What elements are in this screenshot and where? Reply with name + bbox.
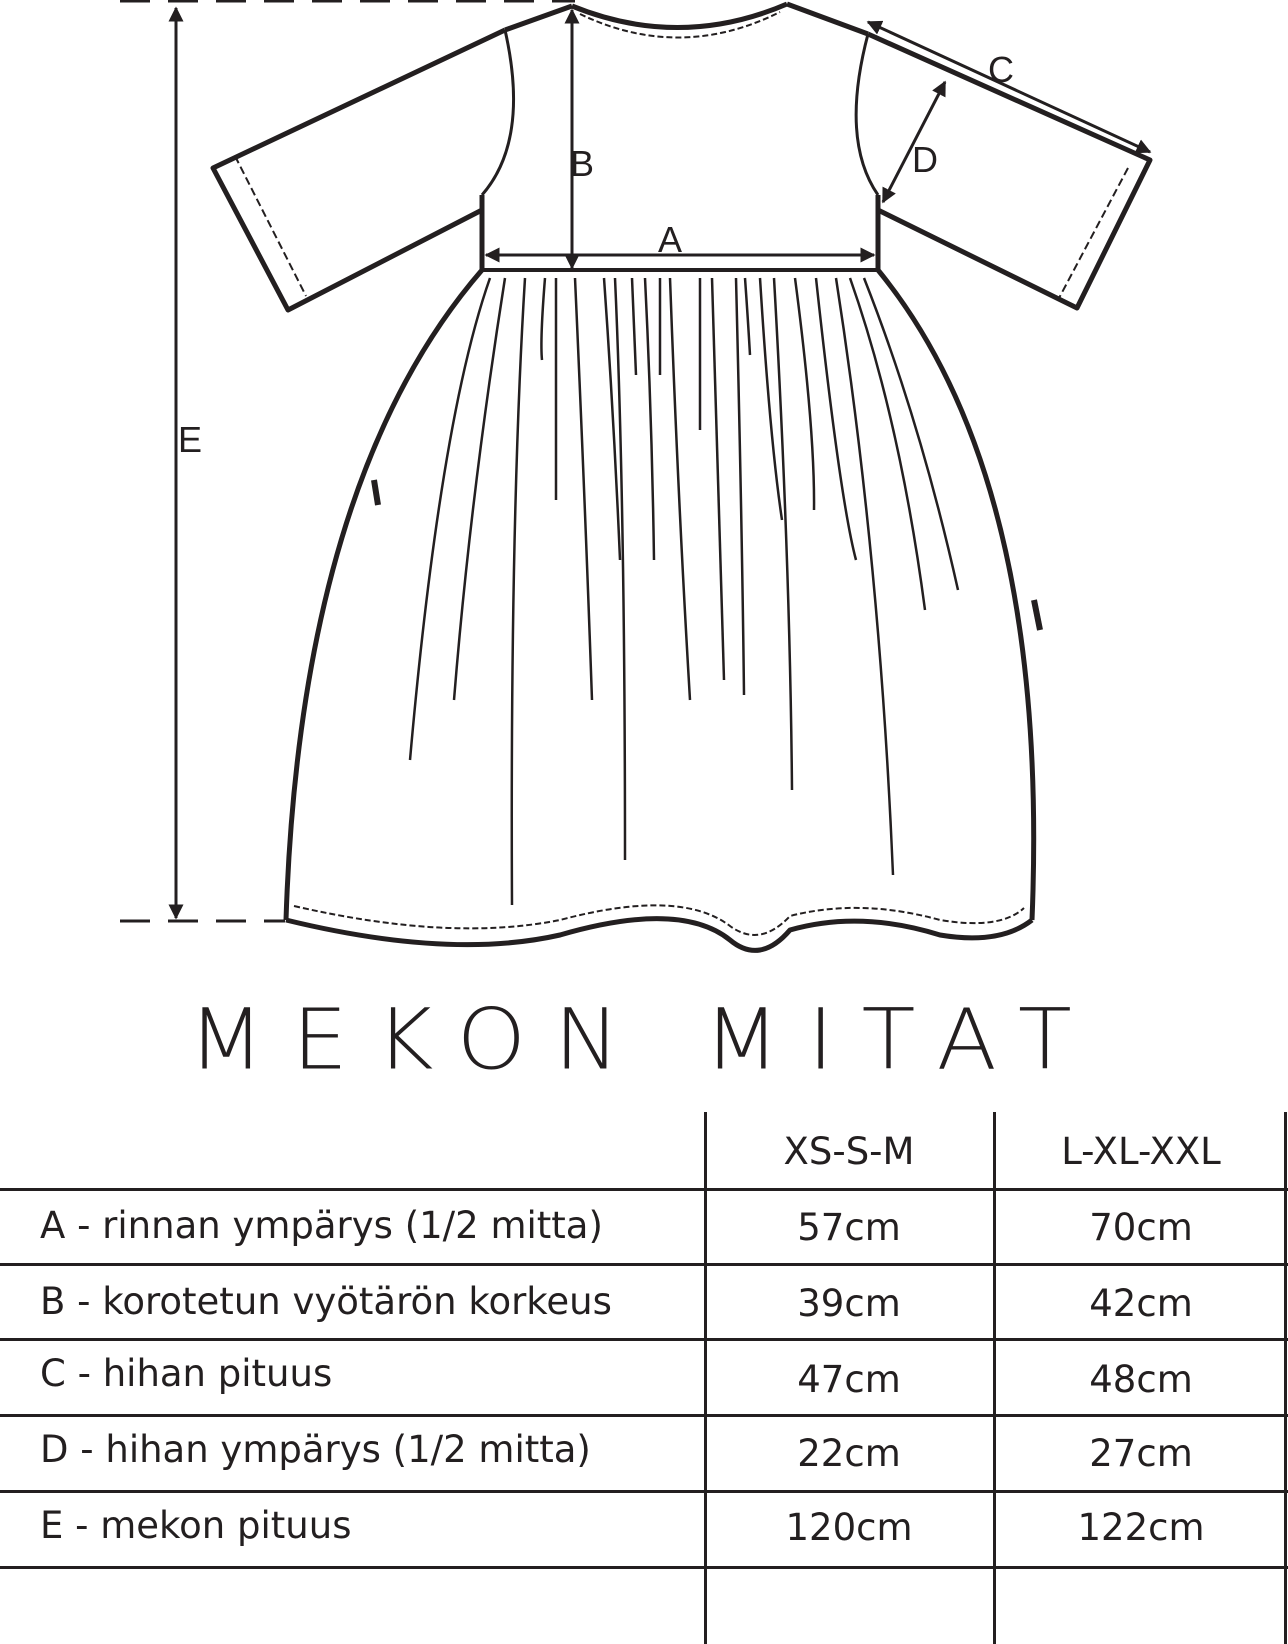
row-label-a: A - rinnan ympärys (1/2 mitta): [40, 1204, 603, 1247]
row-c-size-large-value: 48cm: [1089, 1358, 1193, 1401]
row-d-size-large-value: 27cm: [1089, 1432, 1193, 1475]
table-divider-horizontal: [0, 1490, 1288, 1493]
table-divider-horizontal: [0, 1414, 1288, 1417]
column-header-size-large: L-XL-XXL: [1061, 1130, 1221, 1173]
size-table: [0, 1112, 1288, 1644]
table-divider-horizontal: [0, 1188, 1288, 1191]
table-divider-horizontal: [0, 1566, 1288, 1569]
row-label-b: B - korotetun vyötärön korkeus: [40, 1280, 612, 1323]
row-e-size-large-value: 122cm: [1077, 1506, 1205, 1549]
measurement-arrows: [176, 8, 1150, 918]
page-title: MEKON MITAT: [188, 990, 1100, 1089]
label-b: B: [570, 143, 595, 184]
row-label-c: C - hihan pituus: [40, 1352, 333, 1395]
row-c-size-small-value: 47cm: [797, 1358, 901, 1401]
row-d-size-small-value: 22cm: [797, 1432, 901, 1475]
row-e-size-small-value: 120cm: [785, 1506, 913, 1549]
label-a: A: [658, 219, 683, 260]
dress-outline: [213, 4, 1150, 950]
row-label-d: D - hihan ympärys (1/2 mitta): [40, 1428, 591, 1471]
row-b-size-large-value: 42cm: [1089, 1282, 1193, 1325]
column-header-size-small: XS-S-M: [783, 1130, 915, 1173]
row-a-size-small-value: 57cm: [797, 1206, 901, 1249]
table-divider-horizontal: [0, 1338, 1288, 1341]
label-e: E: [178, 419, 203, 460]
row-label-e: E - mekon pituus: [40, 1504, 352, 1547]
label-c: C: [988, 49, 1014, 90]
row-a-size-large-value: 70cm: [1089, 1206, 1193, 1249]
label-d: D: [912, 139, 938, 180]
table-divider-horizontal: [0, 1263, 1288, 1266]
row-b-size-small-value: 39cm: [797, 1282, 901, 1325]
